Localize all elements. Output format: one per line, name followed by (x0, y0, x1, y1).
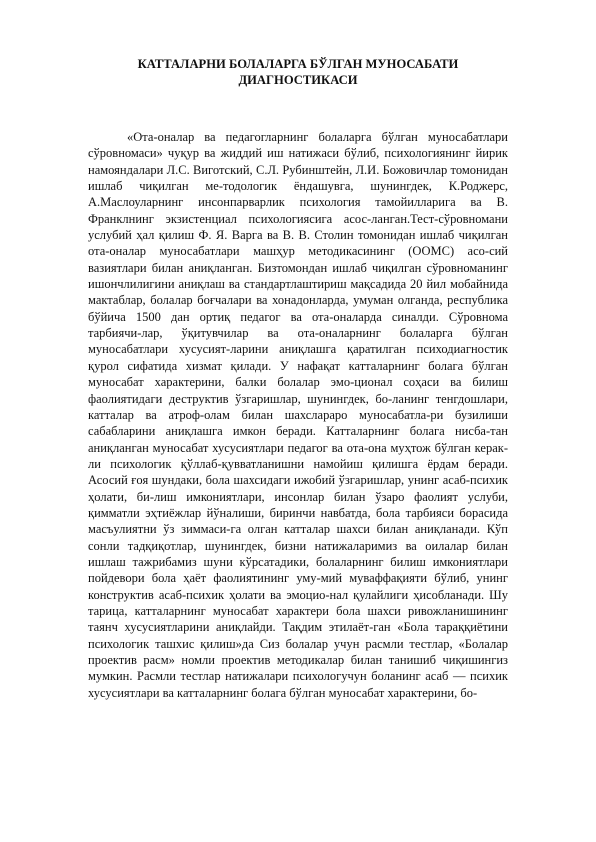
document-title (88, 57, 508, 88)
title-line-1: КАТТАЛАРНИ БОЛАЛАРГА БЎЛГАН МУНОСАБАТИ (137, 57, 459, 71)
title-line-2: ДИАГНОСТИКАСИ (238, 72, 358, 87)
body-paragraph: «Ота-оналар ва педагогларнинг болаларга бўлган муносабатлари сўровномаси» чуқур ва жиддий иш натижаси бўлиб, психологиянинг йирик намояндалари Л.С. Виготский, С.Л. Рубинштейн, Л.И. Божовичлар томонидан ишлаб чиқилган ме-тодологик ёндашувга, шунингдек, К.Роджерс, А.Маслоуларнинг инсонпарварлик психология тамойилларига ва В. Франклнинг экзистенциал психологиясига асос-ланган.Тест-сўровномани услубий ҳал қилиш Ф. Я. Варга ва В. В. Столин томонидан ишлаб чиқилган ота-оналар муносабатлари машҳур методикасининг (ООМС) асо-сий вазиятлари билан аниқланган. Бизтомондан ишлаб чиқилган сўровноманинг ишончлилигини аниқлаш ва стандартлаштириш мақсадида 20 йил мобайнида мактаблар, болалар боғчалари ва хонадонларда, умуман олганда, республика бўйича 1500 дан ортиқ педагог ва ота-оналарда синалди. Сўровнома тарбиячи-лар, ўқитувчилар ва ота-оналарнинг болаларга бўлган муносабатлари хусусият-ларини аниқлашга қаратилган психодиагностик қурол сифатида хизмат қилади. У нафақат катталарнинг болага бўлган муносабат характерини, балки болалар эмо-ционал соҳаси ва билиш фаолиятидаги деструктив ўзгаришлар, шунингдек, бо-ланинг тенгдошлари, катталар ва атроф-олам билан шахсларaро муносабатла-ри бузилиши сабабларини аниқлашга имкон беради. Катталарнинг болага нисба-тан аниқланган муносабат хусусиятлари педагог ва ота-она муҳтож бўлган керак-ли психологик қўллаб-қувватланишни намойиш қилишга ёрдам беради. Асосий ғоя шундаки, бола шахсидаги ижобий ўзгаришлар, унинг асаб-психик ҳолати, би-лиш имкониятлари, инсонлар билан ўзаро фаолият услуби, қимматли эҳтиёжлар йўналиши, биринчи навбатда, бола тарбияси борасида масъулиятни ўз зиммаси-га олган катталар шахси билан аниқланади. Кўп сонли тадқиқотлар, шунингдек, бизни натижаларимиз ва оилалар билан ишлаш тажрибамиз шуни кўрсатадики, болаларнинг билиш имкониятлари пойдевори бола ҳаёт фаолиятининг уму-мий муваффақияти бўлиб, унинг конструктив асаб-психик ҳолати ва эмоцио-нал қулайлиги ҳисобланади. Шу тарица, катталарнинг муносабат характери бола шахси ривожланишининг таянч хусусиятларини аниқлайди. Тақдим этилаёт-ган «Бола тараққиётини психологик ташхис қилиш»да Сиз болалар учун расмли тестлар, «Болалар проектив расм» номли проектив методикалар билан танишиб чиқишингиз мумкин. Расмли тестлар натижалари психологучун боланинг асаб — психик хусусиятлари ва катталарнинг болага бўлган муносабат характерини, бо- (88, 130, 508, 700)
